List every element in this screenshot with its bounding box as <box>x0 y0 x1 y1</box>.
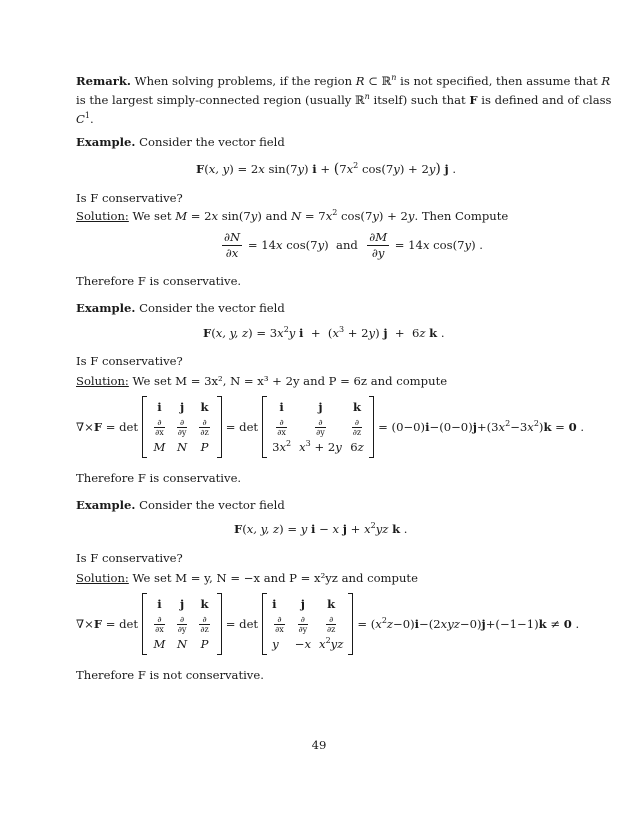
remark-text: is the largest simply-connected region (usually <box>76 93 356 107</box>
vector-field-3: F(x, y, z) = y i − x $j + x^2yz$ k . <box>234 521 408 536</box>
question-2: Is F conservative? <box>76 354 183 368</box>
example-intro: Consider the vector field <box>139 498 285 512</box>
solution-label: Solution: <box>76 374 129 388</box>
example-2-heading <box>76 299 566 318</box>
example-label: Example. <box>76 135 136 149</box>
example-intro: Consider the vector field <box>139 301 285 315</box>
remark-text: When solving problems, if the region <box>134 74 356 88</box>
solution-label: Solution: <box>76 209 129 223</box>
vector-field-1: F(x, y) = 2x sin(7y) $i + (7x^2$ cos(7y) + 2y) j . <box>196 161 457 177</box>
curl-determinant-2: ∇×F = det i j k $\frac{\partial}{\partial x}$ $\frac{\partial}{\partial y}$ $\frac{\partial}{\partial z}$ M N P = det i j k $\frac{\partial}{\partial x}$ $\frac{\partial}{\partial y}$ $\frac{\partial}{\partial z}$ $3x^2$ $x^3 + 2y$ 6z = $(0-0)i-(0-0)j+(3x^2-3x^2)k = 0$ . <box>76 396 584 458</box>
solution-3: Solution: We set M = y, N = −x and P = x²yz and compute <box>76 571 418 585</box>
example-label: Example. <box>76 498 136 512</box>
solution-1: Solution: We set M = 2x sin(7y) and $N = 7x^2$ cos(7y) + 2y. Then Compute <box>76 208 509 223</box>
remark-line-2: is the largest simply-connected region (usually ℝ$^n$ itself) such that F is defined and of class <box>76 92 612 107</box>
solution-label: Solution: <box>76 571 129 585</box>
conclusion-3: Therefore F is not conservative. <box>76 668 264 682</box>
curl-determinant-3: ∇×F = det i j k $\frac{\partial}{\partial x}$ $\frac{\partial}{\partial y}$ $\frac{\partial}{\partial z}$ M N P = det i j k $\frac{\partial}{\partial x}$ $\frac{\partial}{\partial y}$ $\frac{\partial}{\partial z}$ y −x $x^2yz$ = $(x^2z-0)i-(2xyz-0)j+(-1-1)k \ne 0$ . <box>76 593 579 655</box>
remark-text: is defined and of class <box>477 93 612 107</box>
remark-text: is not specified, then assume that <box>396 74 602 88</box>
example-label: Example. <box>76 301 136 315</box>
remark-line-3: $C^1$. <box>76 111 94 126</box>
partial-derivatives-1: $\frac{\partial N}{\partial x}$ = 14x cos(7y) and $\frac{\partial M}{\partial y}$ = 14x cos(7y) . <box>224 230 483 260</box>
example-intro: Consider the vector field <box>139 135 285 149</box>
conclusion-2: Therefore F is conservative. <box>76 471 242 485</box>
remark-line-1: Remark. When solving problems, if the region R ⊂ ℝ$^n$ is not specified, then assume that R <box>76 73 611 88</box>
conclusion-1: Therefore F is conservative. <box>76 274 242 288</box>
example-3-heading <box>76 496 566 515</box>
remark-label: Remark. <box>76 74 131 88</box>
example-1-heading <box>76 133 566 152</box>
vector-field-2: F(x, y, $z) = 3x^2y$ $i + (x^3 + 2y) j + 6z$ k . <box>203 325 445 340</box>
page-number: 49 <box>311 738 327 752</box>
remark-text: itself) such that <box>369 93 470 107</box>
question-3: Is F conservative? <box>76 551 183 565</box>
question-1: Is F conservative? <box>76 191 183 205</box>
solution-2: Solution: We set M = 3x², N = x³ + 2y and P = 6z and compute <box>76 374 448 388</box>
